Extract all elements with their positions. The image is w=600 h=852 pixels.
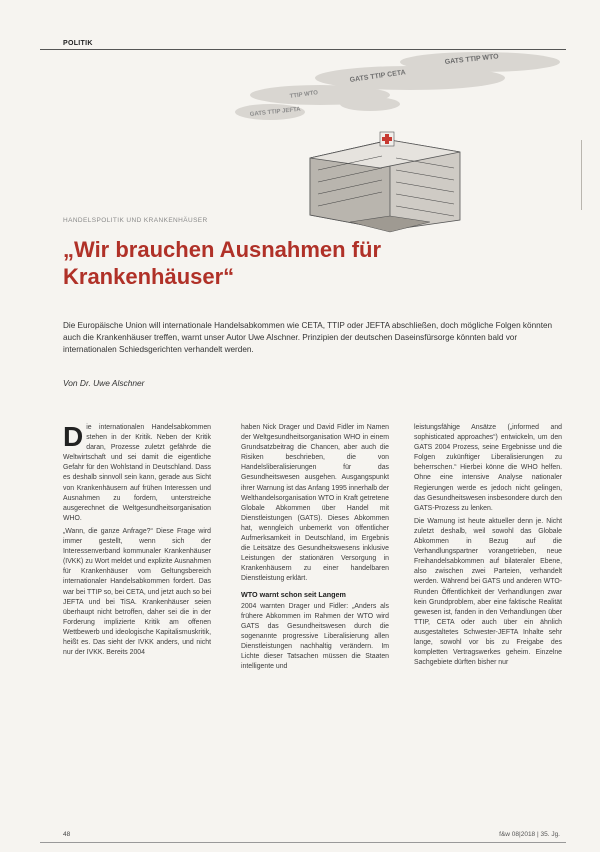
paragraph: „Wann, die ganze Anfrage?“ Diese Frage wird immer gestellt, wenn sich der Interessenverband kommunaler Krankenhäuser (IVKK) zu Wort meldet und explizite Ausnahmen für Krankenhäuser vom Geltungsbereich internationaler Handelsabkommen fordert. Das war bei TTIP so, bei CETA, und jetzt auch so bei JEFTA und bei TiSA. Krankenhäuser seien überhaupt nicht betroffen, daher sei die in der Forderung implizierte Kritik am offenen Wettbewerb und ideologische Kapitalismuskritik, heißt es. Das sieht der IVKK anders, und nicht nur der IVKK. Bereits 2004	[63, 527, 211, 657]
journal-reference: f&w 08|2018 | 35. Jg.	[499, 831, 560, 838]
page-number: 48	[63, 831, 71, 838]
image-credit-mark	[578, 140, 586, 210]
footer-rule	[40, 842, 566, 843]
banner-text-1: GATS TTIP WTO	[444, 53, 499, 66]
article-title: „Wir brauchen Ausnahmen für Krankenhäuser“	[63, 237, 382, 289]
article-intro: Die Europäische Union will internationale Handelsabkommen wie CETA, TTIP oder JEFTA abschließen, doch mögliche Folgen könnten auch die Krankenhäuser treffen, warnt unser Autor Uwe Alschner. Prinzipien der deutschen Daseinsfürsorge könnten bald vor internationalen Schiedsgerichten verhandelt werden.	[63, 321, 553, 355]
text-column-3	[414, 423, 562, 671]
paragraph-text: ie internationalen Handelsabkommen stehen in der Kritik. Neben der Kritik daran, Prozesse zuletzt gefährde die Weltwirtschaft und sei damit die eigentliche Gefahr für den Wohlstand in Deutschland. Dass es deshalb sinnvoll sein kann, gerade aus Sicht von Krankenhäusern auf frühen Interessen und Ausnahmen zu fordern, unterstreiche ausgerechnet die Weltgesundheitsorganisation WHO.	[63, 424, 211, 522]
paragraph: haben Nick Drager und David Fidler im Namen der Weltgesundheitsorganisation WHO in einem Grundsatzbeitrag die Chancen, aber auch die Risiken beschrieben, die von Handelsliberalisierungen für das Gesundheitswesen ausgehen. Ausgangspunkt ihrer Warnung ist das Anfang 1995 innerhalb der Welthandelsorganisation WTO in Kraft getretene Globale Abkommen über Handel mit Dienstleistungen (GATS). Dieses Abkommen hat, wenngleich unbemerkt von öffentlicher Aufmerksamkeit in Deutschland, im Ergebnis die Leitsätze des Gesundheitswesens inklusive Leistungen der stationären Versorgung in Krankenhäusern zu einer handelbaren Dienstleistung erklärt.	[241, 424, 389, 583]
article-byline: Von Dr. Uwe Alschner	[63, 378, 145, 388]
hospital-building	[310, 132, 460, 232]
paragraph: leistungsfähige Ansätze („informed and sophisticated approaches“) entwickeln, um den GATS 2004 Prozess, seine Ergebnisse und die Folgen zukünftiger Liberalisierungen zu beherrschen.“ Hierbei könne die WHO helfen. Ohne eine intensive Analyse nationaler Regierungen werde es jedoch nicht gelingen, das Gesundheitswesen insbesondere durch den GATS-Prozess zu lenken.	[414, 424, 562, 512]
subheading: WTO warnt schon seit Langem	[241, 589, 346, 599]
banner-text-2: GATS TTIP CETA	[349, 69, 407, 84]
paragraph	[63, 423, 211, 524]
article-kicker: HANDELSPOLITIK UND KRANKENHÄUSER	[63, 217, 208, 224]
paragraph: 2004 warnten Drager und Fidler: „Anders als frühere Abkommen im Rahmen der WTO wird GATS das Gesundheitswesen durch die sogenannte progressive Liberalisierung allen Dienstleistungen nachhaltig verändern. Im Lichte dieser Tatsachen müssen die Staaten intelligente und	[241, 602, 389, 671]
text-column-1	[63, 423, 211, 661]
paragraph: Die Warnung ist heute aktueller denn je. Nicht zuletzt deshalb, weil sowohl das Globale Abkommen in Bezug auf die Verhandlungspartner vorangetrieben, neue Freihandelsabkommen auf bilateraler Ebene, also zwischen zwei Parteien, verhandelt werden. Während bei GATS und anderen WTO-Runden Öffentlichkeit der Verhandlungen zwar kein Grundproblem, aber eine faktische Realität gewesen ist, fanden in den Verhandlungen über TTIP, CETA oder auch über ein ähnlich ausgestaltetes Schwester-JEFTA Inhalte sehr lange, sowohl vor bis zu Freigabe des kompletten Vertragswerkes geheim. Einzelne Sachgebiete dürften bisher nur	[414, 517, 562, 667]
banner-text-4: GATS TTIP JEFTA	[249, 106, 301, 118]
hospital-illustration	[230, 40, 570, 235]
text-column-2	[241, 423, 389, 675]
banner-text-3: TTIP WTO	[289, 90, 319, 100]
section-label: POLITIK	[63, 40, 93, 47]
drop-cap: D	[63, 421, 84, 452]
